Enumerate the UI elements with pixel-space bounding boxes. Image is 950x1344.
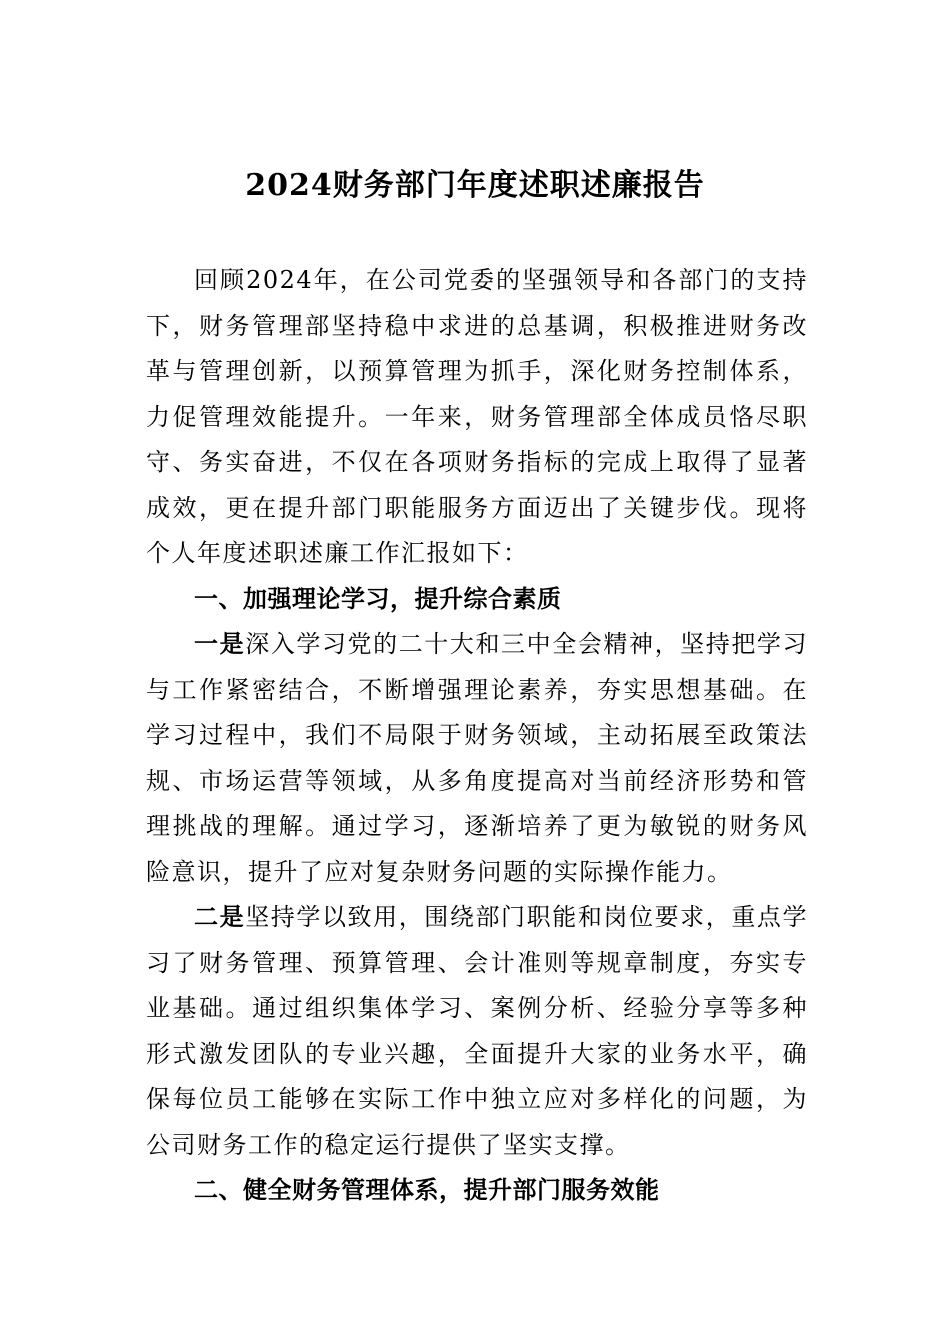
- item1-text: 深入学习党的二十大和三中全会精神，坚持把学习与工作紧密结合，不断增强理论素养，夯实思想基础。在学习过程中，我们不局限于财务领域，主动拓展至政策法规、市场运营等领域，从多角度提高对当前经济形势和管理挑战的理解。通过学习，逐渐培养了更为敏锐的财务风险意识，提升了应对复杂财务问题的实际操作能力。: [146, 630, 809, 886]
- section-heading-2: 二、健全财务管理体系，提升部门服务效能: [194, 1176, 660, 1204]
- item1-lead: 一是: [194, 630, 246, 658]
- intro-paragraph: 回顾2024年，在公司党委的坚强领导和各部门的支持下，财务管理部坚持稳中求进的总基调，积极推进财务改革与管理创新，以预算管理为抓手，深化财务控制体系，力促管理效能提升。一年来，财务管理部全体成员恪尽职守、务实奋进，不仅在各项财务指标的完成上取得了显著成效，更在提升部门职能服务方面迈出了关键步伐。现将个人年度述职述廉工作汇报如下：: [146, 266, 808, 567]
- section1-item1-paragraph: [146, 622, 808, 895]
- section1-item2-paragraph: [146, 895, 808, 1168]
- section-heading-1: 一、加强理论学习，提升综合素质: [194, 584, 562, 613]
- page-title: 2024财务部门年度述职述廉报告: [245, 168, 705, 203]
- item2-lead: 二是: [194, 903, 246, 931]
- document-body: [146, 258, 808, 1214]
- item2-text: 坚持学以致用，围绕部门职能和岗位要求，重点学习了财务管理、预算管理、会计准则等规章制度，夯实专业基础。通过组织集体学习、案例分析、经验分享等多种形式激发团队的专业兴趣，全面提升大家的业务水平，确保每位员工能够在实际工作中独立应对多样化的问题，为公司财务工作的稳定运行提供了坚实支撑。: [146, 903, 809, 1159]
